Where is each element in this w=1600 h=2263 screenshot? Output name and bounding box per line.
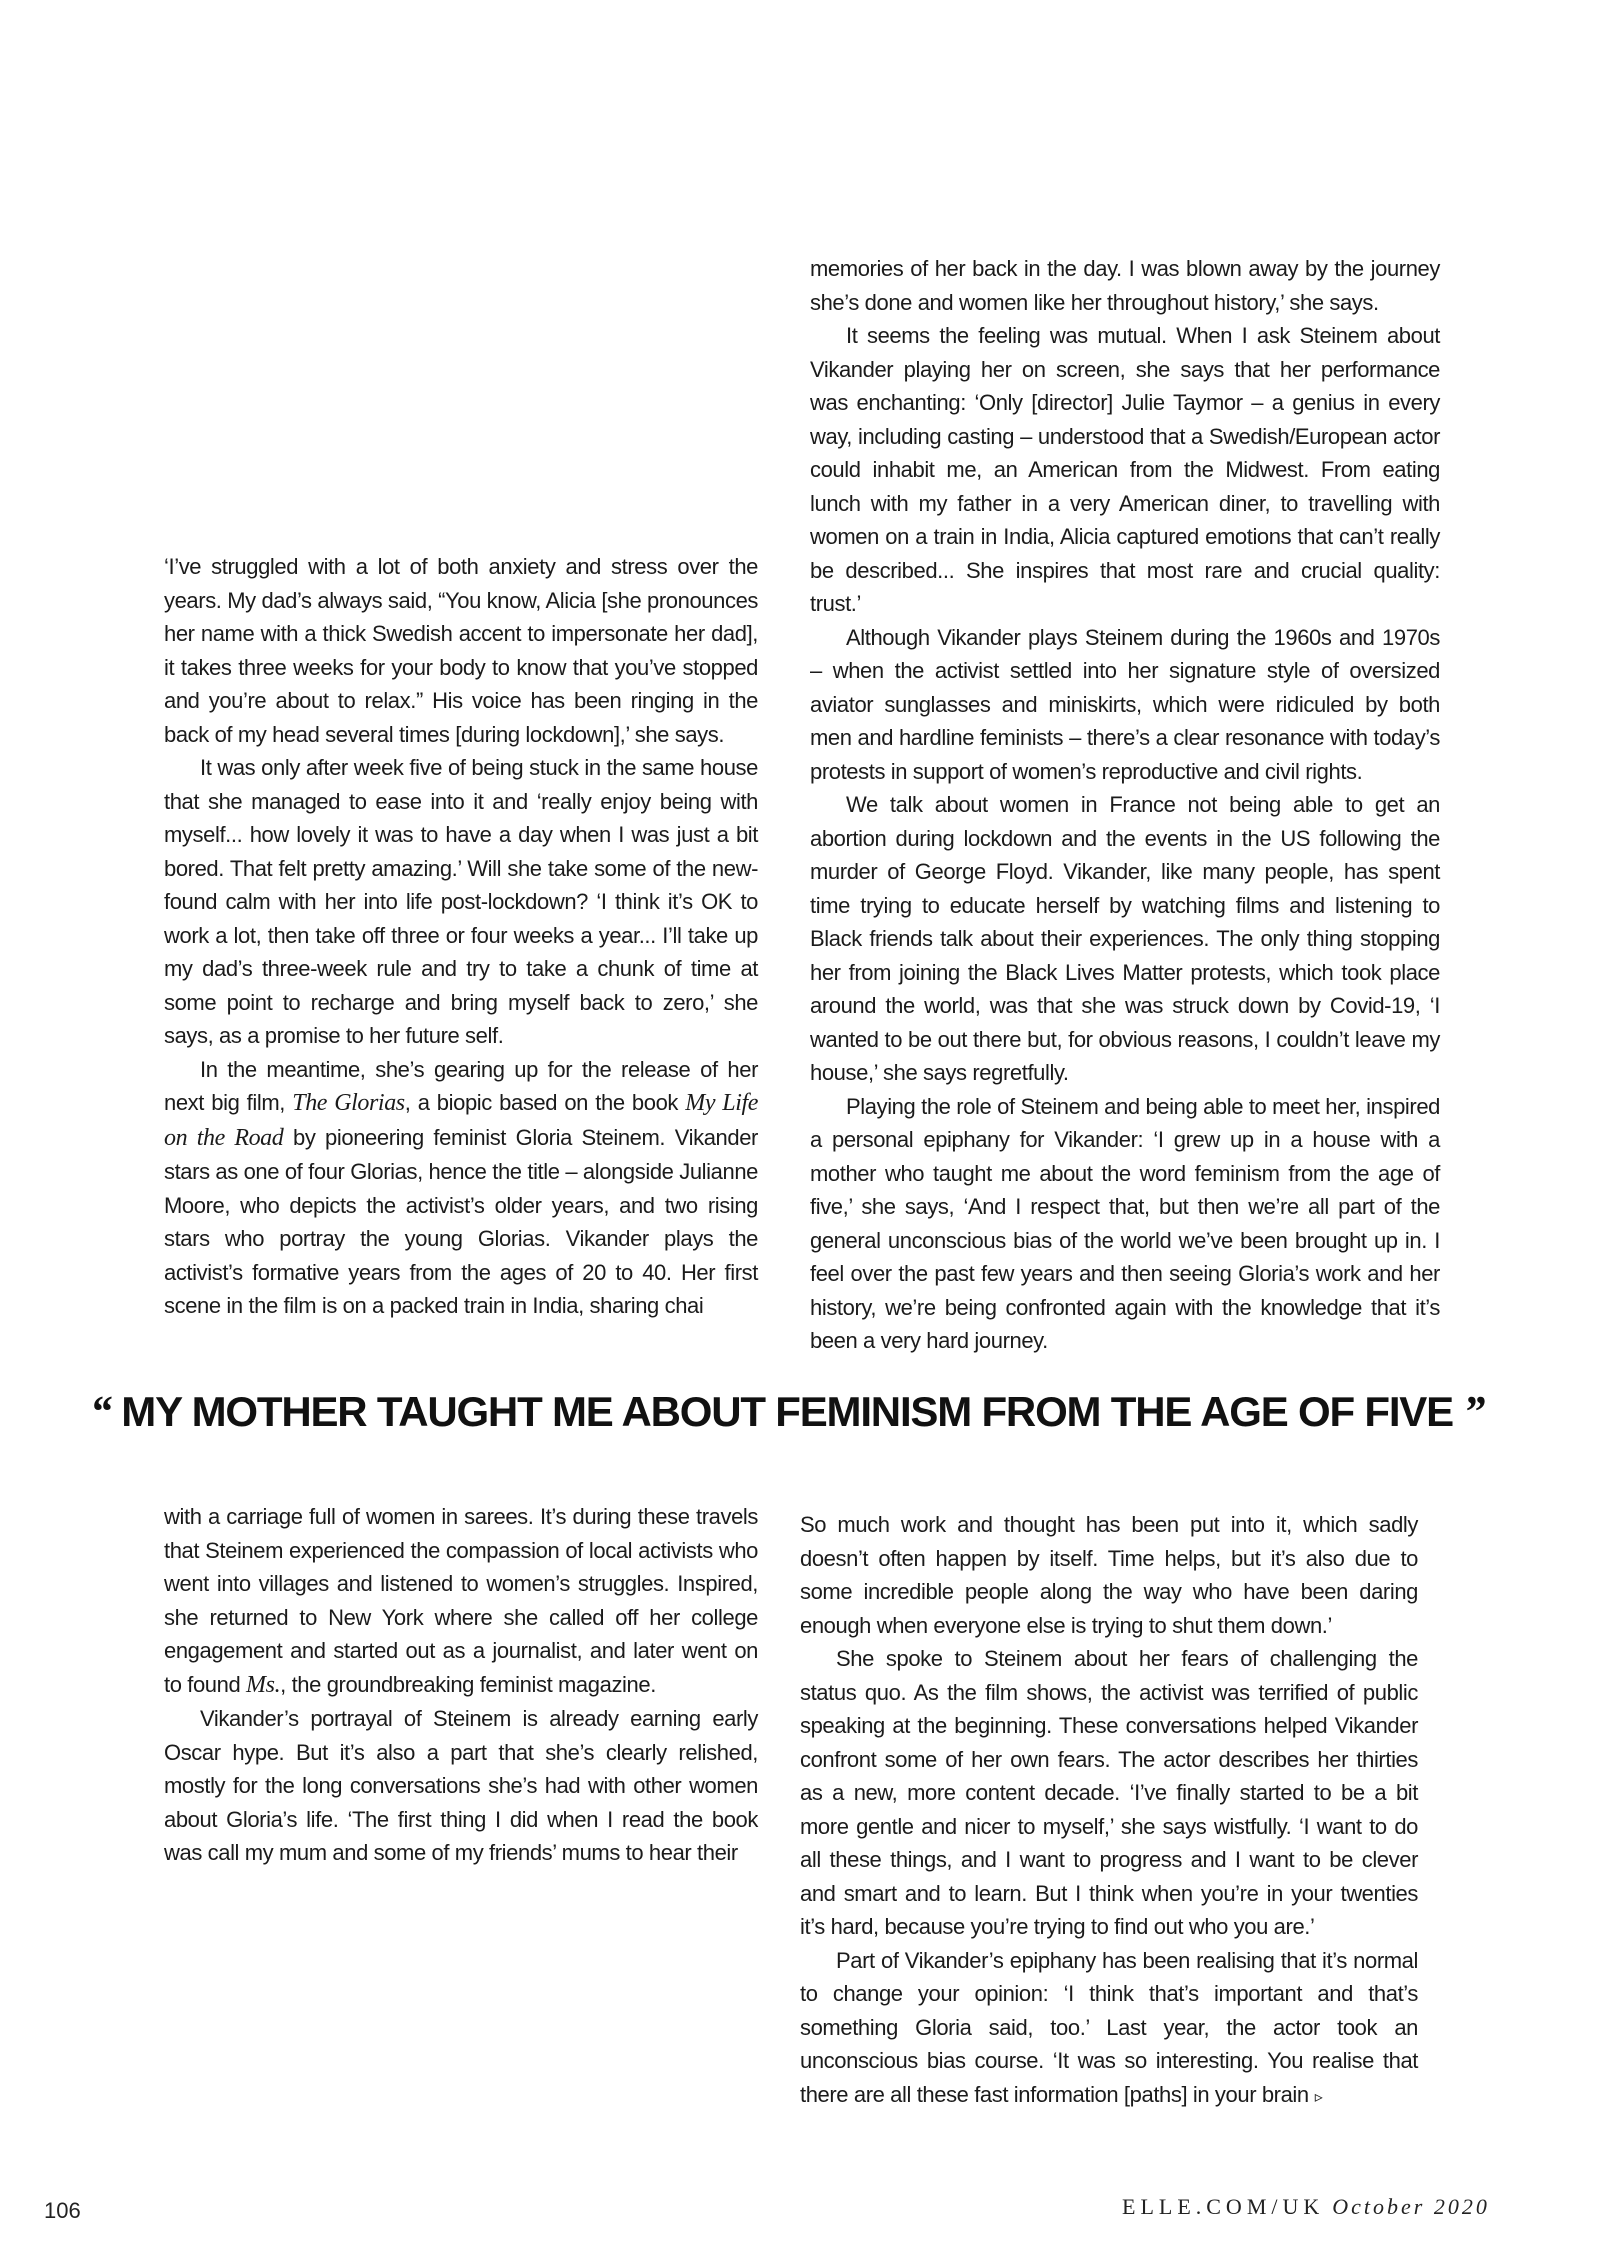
text-run: by pioneering feminist Gloria Steinem. Vikander stars as one of four Glorias, hence the title – alongside Julianne Moore, who depicts the activist’s older years, and two rising stars who portray the young Glorias. Vikander plays the activist’s formative years from the ages of 20 to 40. Her first scene in the film is on a packed train in India, sharing chai (164, 1124, 758, 1318)
issue-date: October 2020 (1332, 2194, 1490, 2219)
paragraph (164, 1053, 758, 1323)
text-run: with a carriage full of women in sarees. It’s during these travels that Steinem experienced the compassion of local activists who went into villages and listened to women’s struggles. Inspired, she returned to New York where she called off her college engagement and started out as a journalist, and later went on to found (164, 1504, 758, 1697)
article-column-4 (800, 1508, 1418, 2114)
paragraph: memories of her back in the day. I was blown away by the journey she’s done and women like her throughout history,’ she says. (810, 256, 1440, 315)
paragraph: ‘I’ve struggled with a lot of both anxiety and stress over the years. My dad’s always said, “You know, Alicia [she pronounces her name with a thick Swedish accent to impersonate her dad], it takes three weeks for your body to know that you’ve stopped and you’re about to relax.” His voice has been ringing in the back of my head several times [during lockdown],’ she says. (164, 554, 758, 747)
paragraph: Playing the role of Steinem and being able to meet her, inspired a personal epiphany for Vikander: ‘I grew up in a house with a mother who taught me about the word feminism from the age of five,’ she says, ‘And I respect that, but then we’re all part of the general unconscious bias of the world we’ve been brought up in. I feel over the past few years and then seeing Gloria’s work and her history, we’re being confronted again with the knowledge that it’s been a very hard journey. (810, 1093, 1440, 1353)
book-title: My Life on the Road (164, 1090, 759, 1151)
paragraph: So much work and thought has been put into it, which sadly doesn’t often happen by itself. Time helps, but it’s also due to some incredible people along the way who have been daring enough when everyone else is trying to shut them down.’ (800, 1512, 1418, 1638)
text-run: Part of Vikander’s epiphany has been realising that it’s normal to change your opinion: ‘I think that’s important and that’s something Gloria said, too.’ Last year, the actor took an unconscious bias course. ‘It was so interesting. You realise that there are all these fast information [paths] in your brain (800, 1947, 1418, 2107)
paragraph (800, 1944, 1418, 2115)
paragraph: She spoke to Steinem about her fears of challenging the status quo. As the film shows, the activist was terrified of public speaking at the beginning. These conversations helped Vikander confront some of her own fears. The actor describes her thirties as a new, more content decade. ‘I’ve finally started to be a bit more gentle and nicer to myself,’ she says wistfully. ‘I want to do all these things, and I want to progress and I want to be clever and smart and to learn. But I think when you’re in your twenties it’s hard, because you’re trying to find out who you are.’ (800, 1646, 1418, 1939)
paragraph (164, 1500, 758, 1702)
continue-arrow-icon: ▹ (1314, 2088, 1323, 2106)
magazine-footer (1122, 2194, 1490, 2220)
paragraph: Vikander’s portrayal of Steinem is already earning early Oscar hype. But it’s also a part that she’s clearly relished, mostly for the long conversations she’s had with other women about Gloria’s life. ‘The first thing I did when I read the book was call my mum and some of my friends’ mums to hear their (164, 1706, 758, 1865)
article-column-1 (164, 550, 758, 1323)
magazine-title: Ms. (246, 1671, 281, 1698)
article-column-3 (164, 1500, 758, 1870)
open-quote: “ (90, 1387, 111, 1436)
article-column-2 (810, 252, 1440, 1358)
film-title: The Glorias (292, 1090, 405, 1116)
paragraph: Although Vikander plays Steinem during the 1960s and 1970s – when the activist settled into her signature style of oversized aviator sunglasses and miniskirts, which were ridiculed by both men and hardline feminists – there’s a clear resonance with today’s protests in support of women’s reproductive and civil rights. (810, 624, 1440, 784)
paragraph: We talk about women in France not being able to get an abortion during lockdown and the events in the US following the murder of George Floyd. Vikander, like many people, has spent time trying to educate herself by watching films and listening to Black friends talk about their experiences. The only thing stopping her from joining the Black Lives Matter protests, which took place around the world, was that she was struck down by Covid-19, ‘I wanted to be out there but, for obvious reasons, I couldn’t leave my house,’ she says regretfully. (810, 792, 1440, 1085)
magazine-url: ELLE.COM/UK (1122, 2194, 1325, 2219)
text-run: In the meantime, she’s gearing up for the release of her next big film, (164, 1056, 758, 1115)
text-run: , a biopic based on the book (404, 1090, 686, 1115)
pull-quote-text: MY MOTHER TAUGHT ME ABOUT FEMINISM FROM THE AGE OF FIVE (121, 1388, 1453, 1435)
paragraph: It seems the feeling was mutual. When I ask Steinem about Vikander playing her on screen, she says that her performance was enchanting: ‘Only [director] Julie Taymor – a genius in every way, including casting – understood that a Swedish/European actor could inhabit me, an American from the Midwest. From eating lunch with my father in a very American diner, to travelling with women on a train in India, Alicia captured emotions that can’t really be described... She inspires that most rare and crucial quality: trust.’ (810, 323, 1440, 616)
paragraph: It was only after week five of being stuck in the same house that she managed to ease into it and ‘really enjoy being with myself... how lovely it was to have a day when I was just a bit bored. That felt pretty amazing.’ Will she take some of the new-found calm with her into life post-lockdown? ‘I think it’s OK to work a lot, then take off three or four weeks a year... I’ll take up my dad’s three-week rule and try to take a chunk of time at some point to recharge and bring myself back to zero,’ she says, as a promise to her future self. (164, 755, 758, 1048)
text-run: , the groundbreaking feminist magazine. (280, 1671, 656, 1697)
page-number: 106 (44, 2198, 81, 2223)
close-quote: ” (1463, 1387, 1485, 1436)
pull-quote (90, 1386, 1510, 1437)
